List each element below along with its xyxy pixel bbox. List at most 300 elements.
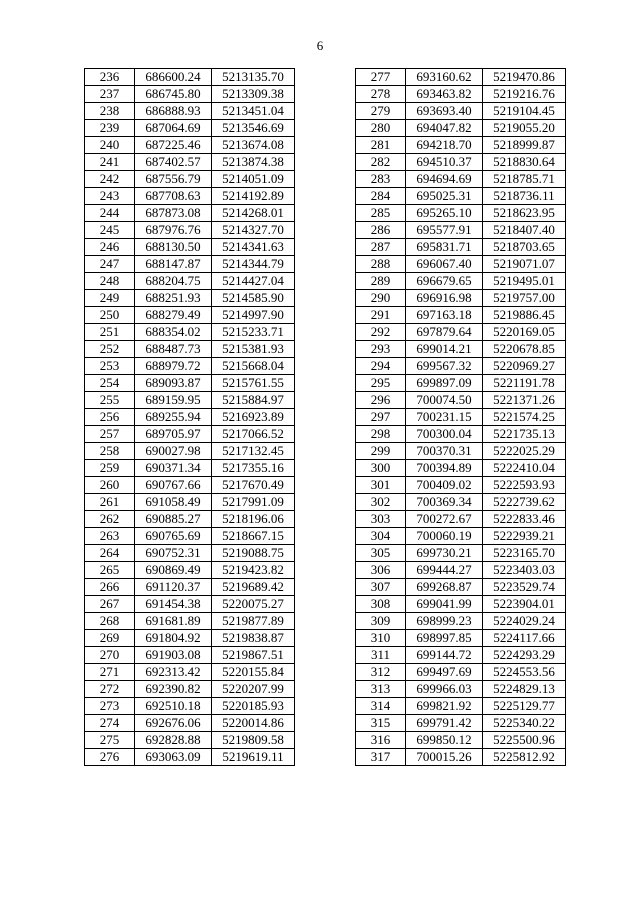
table-row <box>356 749 566 766</box>
point-number-cell: 269 <box>85 630 135 647</box>
table-row <box>356 579 566 596</box>
table-row <box>356 375 566 392</box>
point-number-cell: 261 <box>85 494 135 511</box>
y-coordinate-cell: 5214327.70 <box>212 222 295 239</box>
x-coordinate-cell: 700272.67 <box>406 511 483 528</box>
x-coordinate-cell: 690869.49 <box>135 562 212 579</box>
table-row <box>85 647 295 664</box>
point-number-cell: 258 <box>85 443 135 460</box>
x-coordinate-cell: 691903.08 <box>135 647 212 664</box>
x-coordinate-cell: 700369.34 <box>406 494 483 511</box>
x-coordinate-cell: 691454.38 <box>135 596 212 613</box>
point-number-cell: 303 <box>356 511 406 528</box>
x-coordinate-cell: 693160.62 <box>406 69 483 86</box>
table-row <box>356 273 566 290</box>
table-row <box>85 579 295 596</box>
table-row <box>356 69 566 86</box>
point-number-cell: 309 <box>356 613 406 630</box>
x-coordinate-cell: 688204.75 <box>135 273 212 290</box>
y-coordinate-cell: 5221191.78 <box>483 375 566 392</box>
x-coordinate-cell: 695831.71 <box>406 239 483 256</box>
point-number-cell: 237 <box>85 86 135 103</box>
x-coordinate-cell: 698997.85 <box>406 630 483 647</box>
point-number-cell: 282 <box>356 154 406 171</box>
table-row <box>356 307 566 324</box>
y-coordinate-cell: 5220207.99 <box>212 681 295 698</box>
x-coordinate-cell: 693063.09 <box>135 749 212 766</box>
point-number-cell: 245 <box>85 222 135 239</box>
point-number-cell: 250 <box>85 307 135 324</box>
table-row <box>85 528 295 545</box>
table-row <box>356 103 566 120</box>
y-coordinate-cell: 5220678.85 <box>483 341 566 358</box>
x-coordinate-cell: 687556.79 <box>135 171 212 188</box>
table-row <box>85 324 295 341</box>
table-row <box>356 392 566 409</box>
table-row <box>356 290 566 307</box>
x-coordinate-cell: 690767.66 <box>135 477 212 494</box>
table-row <box>85 290 295 307</box>
point-number-cell: 310 <box>356 630 406 647</box>
x-coordinate-cell: 699966.03 <box>406 681 483 698</box>
y-coordinate-cell: 5220185.93 <box>212 698 295 715</box>
y-coordinate-cell: 5224029.24 <box>483 613 566 630</box>
table-row <box>356 732 566 749</box>
y-coordinate-cell: 5214051.09 <box>212 171 295 188</box>
table-row <box>356 324 566 341</box>
y-coordinate-cell: 5213674.08 <box>212 137 295 154</box>
table-row <box>85 137 295 154</box>
table-row <box>85 562 295 579</box>
point-number-cell: 268 <box>85 613 135 630</box>
y-coordinate-cell: 5215761.55 <box>212 375 295 392</box>
y-coordinate-cell: 5225500.96 <box>483 732 566 749</box>
table-row <box>85 477 295 494</box>
point-number-cell: 280 <box>356 120 406 137</box>
point-number-cell: 293 <box>356 341 406 358</box>
y-coordinate-cell: 5218703.65 <box>483 239 566 256</box>
point-number-cell: 271 <box>85 664 135 681</box>
table-row <box>85 681 295 698</box>
x-coordinate-cell: 699567.32 <box>406 358 483 375</box>
point-number-cell: 297 <box>356 409 406 426</box>
x-coordinate-cell: 699144.72 <box>406 647 483 664</box>
x-coordinate-cell: 698999.23 <box>406 613 483 630</box>
point-number-cell: 311 <box>356 647 406 664</box>
x-coordinate-cell: 694047.82 <box>406 120 483 137</box>
table-row <box>356 477 566 494</box>
point-number-cell: 314 <box>356 698 406 715</box>
x-coordinate-cell: 689159.95 <box>135 392 212 409</box>
table-row <box>85 86 295 103</box>
x-coordinate-cell: 688130.50 <box>135 239 212 256</box>
y-coordinate-cell: 5217355.16 <box>212 460 295 477</box>
point-number-cell: 294 <box>356 358 406 375</box>
table-row <box>356 137 566 154</box>
coordinate-table-left <box>84 68 295 766</box>
table-row <box>85 409 295 426</box>
point-number-cell: 291 <box>356 307 406 324</box>
x-coordinate-cell: 699821.92 <box>406 698 483 715</box>
x-coordinate-cell: 700074.50 <box>406 392 483 409</box>
point-number-cell: 287 <box>356 239 406 256</box>
x-coordinate-cell: 700231.15 <box>406 409 483 426</box>
point-number-cell: 317 <box>356 749 406 766</box>
point-number-cell: 284 <box>356 188 406 205</box>
y-coordinate-cell: 5219886.45 <box>483 307 566 324</box>
table-row <box>85 307 295 324</box>
table-row <box>85 698 295 715</box>
table-row <box>356 358 566 375</box>
table-row <box>356 647 566 664</box>
table-row <box>85 69 295 86</box>
x-coordinate-cell: 690765.69 <box>135 528 212 545</box>
table-row <box>85 205 295 222</box>
table-row <box>356 86 566 103</box>
y-coordinate-cell: 5216923.89 <box>212 409 295 426</box>
table-row <box>356 681 566 698</box>
table-row <box>85 154 295 171</box>
x-coordinate-cell: 695265.10 <box>406 205 483 222</box>
table-row <box>356 188 566 205</box>
y-coordinate-cell: 5220155.84 <box>212 664 295 681</box>
y-coordinate-cell: 5215381.93 <box>212 341 295 358</box>
x-coordinate-cell: 690885.27 <box>135 511 212 528</box>
point-number-cell: 301 <box>356 477 406 494</box>
point-number-cell: 253 <box>85 358 135 375</box>
y-coordinate-cell: 5219216.76 <box>483 86 566 103</box>
table-row <box>85 460 295 477</box>
point-number-cell: 248 <box>85 273 135 290</box>
table-row <box>356 256 566 273</box>
x-coordinate-cell: 692313.42 <box>135 664 212 681</box>
x-coordinate-cell: 699730.21 <box>406 545 483 562</box>
point-number-cell: 313 <box>356 681 406 698</box>
point-number-cell: 276 <box>85 749 135 766</box>
point-number-cell: 279 <box>356 103 406 120</box>
table-row <box>85 732 295 749</box>
y-coordinate-cell: 5221735.13 <box>483 426 566 443</box>
y-coordinate-cell: 5214585.90 <box>212 290 295 307</box>
y-coordinate-cell: 5222833.46 <box>483 511 566 528</box>
point-number-cell: 242 <box>85 171 135 188</box>
point-number-cell: 257 <box>85 426 135 443</box>
table-row <box>356 511 566 528</box>
point-number-cell: 272 <box>85 681 135 698</box>
table-row <box>85 443 295 460</box>
y-coordinate-cell: 5217991.09 <box>212 494 295 511</box>
x-coordinate-cell: 696067.40 <box>406 256 483 273</box>
table-row <box>356 613 566 630</box>
point-number-cell: 254 <box>85 375 135 392</box>
point-number-cell: 256 <box>85 409 135 426</box>
y-coordinate-cell: 5219071.07 <box>483 256 566 273</box>
x-coordinate-cell: 696916.98 <box>406 290 483 307</box>
point-number-cell: 302 <box>356 494 406 511</box>
y-coordinate-cell: 5215668.04 <box>212 358 295 375</box>
point-number-cell: 249 <box>85 290 135 307</box>
y-coordinate-cell: 5219470.86 <box>483 69 566 86</box>
point-number-cell: 255 <box>85 392 135 409</box>
table-row <box>356 409 566 426</box>
x-coordinate-cell: 687976.76 <box>135 222 212 239</box>
table-row <box>85 715 295 732</box>
x-coordinate-cell: 687708.63 <box>135 188 212 205</box>
x-coordinate-cell: 689255.94 <box>135 409 212 426</box>
x-coordinate-cell: 699791.42 <box>406 715 483 732</box>
point-number-cell: 285 <box>356 205 406 222</box>
x-coordinate-cell: 695025.31 <box>406 188 483 205</box>
table-row <box>85 171 295 188</box>
point-number-cell: 277 <box>356 69 406 86</box>
y-coordinate-cell: 5219877.89 <box>212 613 295 630</box>
table-row <box>85 511 295 528</box>
table-row <box>85 392 295 409</box>
table-row <box>356 494 566 511</box>
table-row <box>356 154 566 171</box>
y-coordinate-cell: 5214997.90 <box>212 307 295 324</box>
point-number-cell: 304 <box>356 528 406 545</box>
x-coordinate-cell: 691681.89 <box>135 613 212 630</box>
x-coordinate-cell: 688979.72 <box>135 358 212 375</box>
y-coordinate-cell: 5221371.26 <box>483 392 566 409</box>
x-coordinate-cell: 688279.49 <box>135 307 212 324</box>
y-coordinate-cell: 5213874.38 <box>212 154 295 171</box>
x-coordinate-cell: 686745.80 <box>135 86 212 103</box>
x-coordinate-cell: 692676.06 <box>135 715 212 732</box>
table-row <box>356 664 566 681</box>
point-number-cell: 290 <box>356 290 406 307</box>
point-number-cell: 281 <box>356 137 406 154</box>
point-number-cell: 244 <box>85 205 135 222</box>
x-coordinate-cell: 694218.70 <box>406 137 483 154</box>
point-number-cell: 292 <box>356 324 406 341</box>
x-coordinate-cell: 700060.19 <box>406 528 483 545</box>
point-number-cell: 305 <box>356 545 406 562</box>
x-coordinate-cell: 690371.34 <box>135 460 212 477</box>
y-coordinate-cell: 5217066.52 <box>212 426 295 443</box>
x-coordinate-cell: 688354.02 <box>135 324 212 341</box>
x-coordinate-cell: 699497.69 <box>406 664 483 681</box>
y-coordinate-cell: 5223165.70 <box>483 545 566 562</box>
y-coordinate-cell: 5220075.27 <box>212 596 295 613</box>
point-number-cell: 316 <box>356 732 406 749</box>
table-row <box>85 375 295 392</box>
y-coordinate-cell: 5218623.95 <box>483 205 566 222</box>
y-coordinate-cell: 5219423.82 <box>212 562 295 579</box>
y-coordinate-cell: 5219838.87 <box>212 630 295 647</box>
y-coordinate-cell: 5223904.01 <box>483 596 566 613</box>
x-coordinate-cell: 692510.18 <box>135 698 212 715</box>
x-coordinate-cell: 687402.57 <box>135 154 212 171</box>
y-coordinate-cell: 5219757.00 <box>483 290 566 307</box>
point-number-cell: 283 <box>356 171 406 188</box>
table-row <box>356 120 566 137</box>
table-row <box>85 426 295 443</box>
point-number-cell: 267 <box>85 596 135 613</box>
y-coordinate-cell: 5218785.71 <box>483 171 566 188</box>
y-coordinate-cell: 5220969.27 <box>483 358 566 375</box>
table-row <box>356 171 566 188</box>
point-number-cell: 278 <box>356 86 406 103</box>
x-coordinate-cell: 699268.87 <box>406 579 483 596</box>
y-coordinate-cell: 5219689.42 <box>212 579 295 596</box>
table-row <box>356 205 566 222</box>
x-coordinate-cell: 688251.93 <box>135 290 212 307</box>
x-coordinate-cell: 692390.82 <box>135 681 212 698</box>
table-row <box>85 664 295 681</box>
table-row <box>356 545 566 562</box>
y-coordinate-cell: 5224553.56 <box>483 664 566 681</box>
x-coordinate-cell: 691058.49 <box>135 494 212 511</box>
x-coordinate-cell: 700300.04 <box>406 426 483 443</box>
point-number-cell: 270 <box>85 647 135 664</box>
table-row <box>356 341 566 358</box>
point-number-cell: 307 <box>356 579 406 596</box>
point-number-cell: 240 <box>85 137 135 154</box>
x-coordinate-cell: 697163.18 <box>406 307 483 324</box>
point-number-cell: 300 <box>356 460 406 477</box>
table-row <box>85 103 295 120</box>
point-number-cell: 275 <box>85 732 135 749</box>
x-coordinate-cell: 691804.92 <box>135 630 212 647</box>
table-row <box>85 545 295 562</box>
table-row <box>356 443 566 460</box>
y-coordinate-cell: 5217670.49 <box>212 477 295 494</box>
table-row <box>356 562 566 579</box>
x-coordinate-cell: 688147.87 <box>135 256 212 273</box>
table-row <box>85 494 295 511</box>
x-coordinate-cell: 700409.02 <box>406 477 483 494</box>
y-coordinate-cell: 5214427.04 <box>212 273 295 290</box>
x-coordinate-cell: 691120.37 <box>135 579 212 596</box>
y-coordinate-cell: 5213309.38 <box>212 86 295 103</box>
point-number-cell: 315 <box>356 715 406 732</box>
point-number-cell: 260 <box>85 477 135 494</box>
point-number-cell: 295 <box>356 375 406 392</box>
y-coordinate-cell: 5218407.40 <box>483 222 566 239</box>
point-number-cell: 241 <box>85 154 135 171</box>
y-coordinate-cell: 5225340.22 <box>483 715 566 732</box>
x-coordinate-cell: 696679.65 <box>406 273 483 290</box>
y-coordinate-cell: 5213546.69 <box>212 120 295 137</box>
x-coordinate-cell: 695577.91 <box>406 222 483 239</box>
y-coordinate-cell: 5224829.13 <box>483 681 566 698</box>
x-coordinate-cell: 700370.31 <box>406 443 483 460</box>
table-row <box>356 630 566 647</box>
point-number-cell: 266 <box>85 579 135 596</box>
y-coordinate-cell: 5221574.25 <box>483 409 566 426</box>
point-number-cell: 308 <box>356 596 406 613</box>
table-row <box>85 358 295 375</box>
x-coordinate-cell: 699444.27 <box>406 562 483 579</box>
y-coordinate-cell: 5214344.79 <box>212 256 295 273</box>
y-coordinate-cell: 5223403.03 <box>483 562 566 579</box>
x-coordinate-cell: 690752.31 <box>135 545 212 562</box>
y-coordinate-cell: 5219867.51 <box>212 647 295 664</box>
coordinate-table-right <box>355 68 566 766</box>
y-coordinate-cell: 5215233.71 <box>212 324 295 341</box>
y-coordinate-cell: 5222739.62 <box>483 494 566 511</box>
table-row <box>356 222 566 239</box>
table-row <box>356 460 566 477</box>
point-number-cell: 265 <box>85 562 135 579</box>
point-number-cell: 246 <box>85 239 135 256</box>
y-coordinate-cell: 5219495.01 <box>483 273 566 290</box>
y-coordinate-cell: 5215884.97 <box>212 392 295 409</box>
table-row <box>85 188 295 205</box>
point-number-cell: 289 <box>356 273 406 290</box>
point-number-cell: 306 <box>356 562 406 579</box>
y-coordinate-cell: 5219104.45 <box>483 103 566 120</box>
y-coordinate-cell: 5218830.64 <box>483 154 566 171</box>
table-row <box>85 596 295 613</box>
table-row <box>85 256 295 273</box>
point-number-cell: 296 <box>356 392 406 409</box>
point-number-cell: 273 <box>85 698 135 715</box>
table-row <box>356 698 566 715</box>
y-coordinate-cell: 5222593.93 <box>483 477 566 494</box>
point-number-cell: 274 <box>85 715 135 732</box>
x-coordinate-cell: 686600.24 <box>135 69 212 86</box>
x-coordinate-cell: 690027.98 <box>135 443 212 460</box>
x-coordinate-cell: 686888.93 <box>135 103 212 120</box>
y-coordinate-cell: 5220169.05 <box>483 324 566 341</box>
y-coordinate-cell: 5218196.06 <box>212 511 295 528</box>
x-coordinate-cell: 699041.99 <box>406 596 483 613</box>
point-number-cell: 236 <box>85 69 135 86</box>
point-number-cell: 251 <box>85 324 135 341</box>
y-coordinate-cell: 5218667.15 <box>212 528 295 545</box>
y-coordinate-cell: 5218999.87 <box>483 137 566 154</box>
x-coordinate-cell: 700394.89 <box>406 460 483 477</box>
table-row <box>85 222 295 239</box>
y-coordinate-cell: 5214268.01 <box>212 205 295 222</box>
x-coordinate-cell: 693693.40 <box>406 103 483 120</box>
point-number-cell: 238 <box>85 103 135 120</box>
table-row <box>85 630 295 647</box>
table-row <box>356 239 566 256</box>
table-row <box>85 120 295 137</box>
point-number-cell: 259 <box>85 460 135 477</box>
x-coordinate-cell: 687064.69 <box>135 120 212 137</box>
x-coordinate-cell: 692828.88 <box>135 732 212 749</box>
y-coordinate-cell: 5214341.63 <box>212 239 295 256</box>
y-coordinate-cell: 5219088.75 <box>212 545 295 562</box>
y-coordinate-cell: 5219055.20 <box>483 120 566 137</box>
y-coordinate-cell: 5222025.29 <box>483 443 566 460</box>
x-coordinate-cell: 699850.12 <box>406 732 483 749</box>
point-number-cell: 312 <box>356 664 406 681</box>
point-number-cell: 299 <box>356 443 406 460</box>
y-coordinate-cell: 5222939.21 <box>483 528 566 545</box>
table-row <box>356 715 566 732</box>
y-coordinate-cell: 5214192.89 <box>212 188 295 205</box>
y-coordinate-cell: 5219809.58 <box>212 732 295 749</box>
point-number-cell: 243 <box>85 188 135 205</box>
table-row <box>356 528 566 545</box>
point-number-cell: 239 <box>85 120 135 137</box>
point-number-cell: 298 <box>356 426 406 443</box>
y-coordinate-cell: 5223529.74 <box>483 579 566 596</box>
x-coordinate-cell: 687873.08 <box>135 205 212 222</box>
point-number-cell: 252 <box>85 341 135 358</box>
x-coordinate-cell: 697879.64 <box>406 324 483 341</box>
y-coordinate-cell: 5217132.45 <box>212 443 295 460</box>
y-coordinate-cell: 5225812.92 <box>483 749 566 766</box>
x-coordinate-cell: 689705.97 <box>135 426 212 443</box>
table-row <box>356 426 566 443</box>
